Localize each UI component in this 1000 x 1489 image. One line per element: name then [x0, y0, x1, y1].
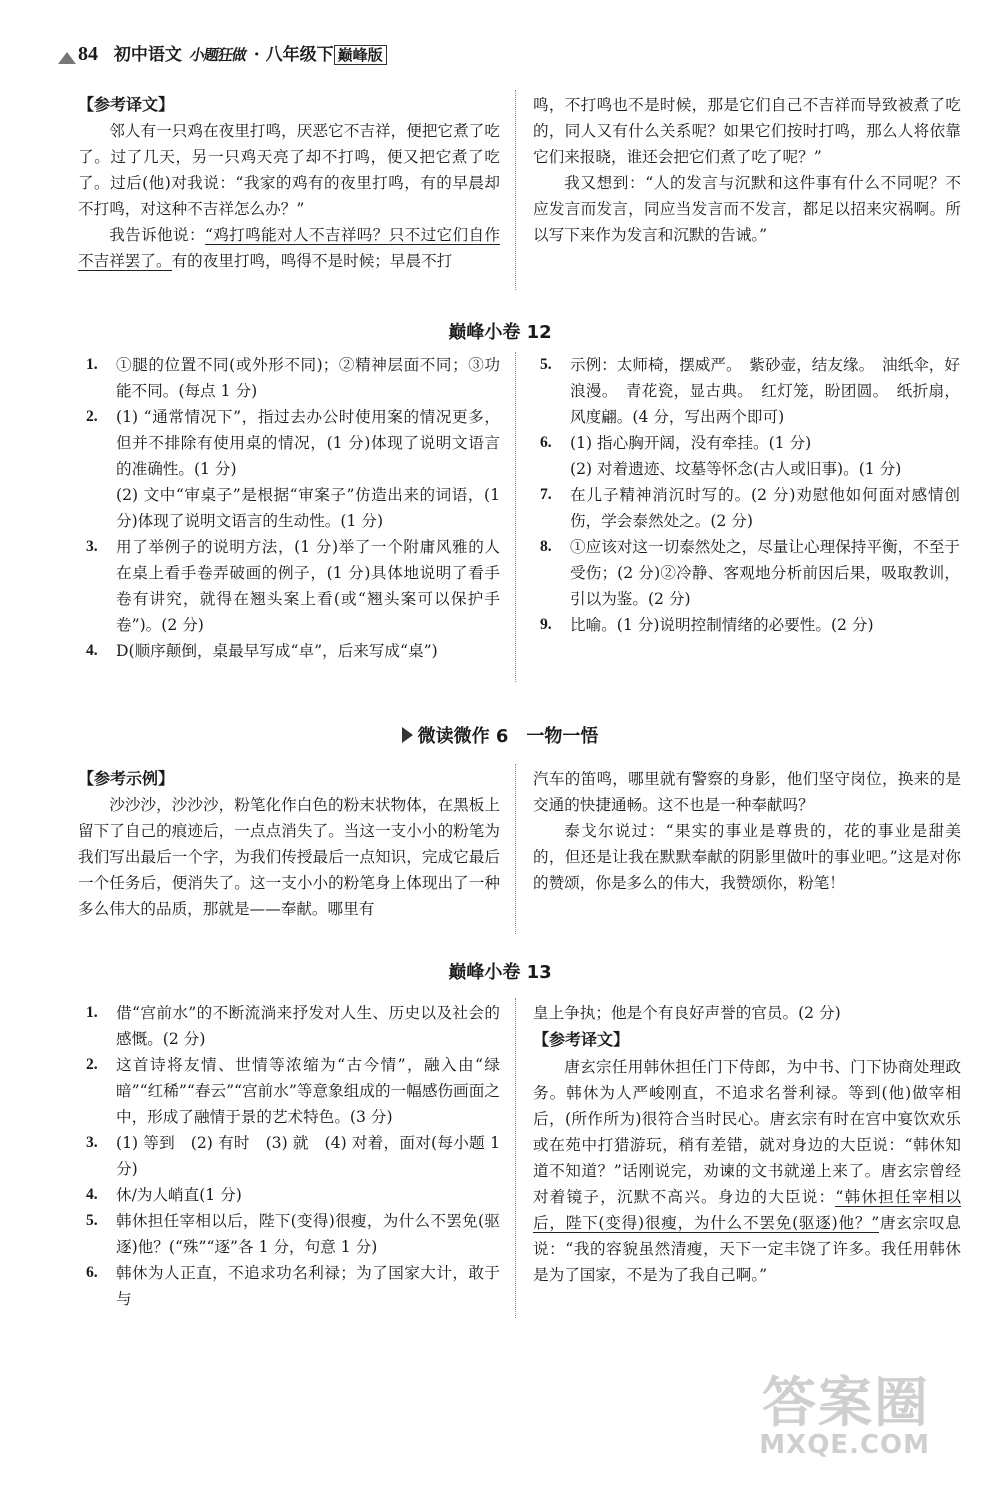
section2-right-column	[540, 352, 960, 638]
answer-item: 3. 用了举例子的说明方法，(1 分)举了一个附庸风雅的人在桌上看手卷弄破画的例子，(1 分)具体地说明了看手卷有讲究，就得在翘头案上看(或“翘头案可以保护手卷”)。(2 分)	[86, 538, 500, 634]
text-run: 有的夜里打鸣，鸣得不是时候；早晨不打	[171, 252, 453, 270]
text-run: 我告诉他说：	[109, 226, 205, 244]
answer-item: (2) 文中“审桌子”是根据“审案子”仿造出来的词语，(1 分)体现了说明文语言的生动性。(1 分)	[116, 486, 500, 530]
page-number: 84	[78, 43, 98, 65]
watermark	[759, 1371, 930, 1460]
paragraph: 我又想到：“人的发言与沉默和这件事有什么不同呢？不应发言而发言，同应当发言而不发言，都足以招来灾祸啊。所以写下来作为发言和沉默的告诫。”	[533, 174, 961, 244]
column-divider	[515, 352, 516, 682]
watermark-url: MXQE.COM	[759, 1430, 930, 1460]
section-title: 巅峰小卷 12	[448, 322, 552, 343]
answer-item: 3. (1) 等到 (2) 有时 (3) 就 (4) 对着，面对(每小题 1 分)	[86, 1134, 500, 1178]
book-title: 初中语文	[113, 45, 182, 65]
section-title: 巅峰小卷 13	[448, 962, 552, 983]
answer-item: 4. 休/为人峭直(1 分)	[86, 1186, 242, 1204]
paragraph: 鸣，不打鸣也不是时候，那是它们自己不吉祥而导致被煮了吃的，同人又有什么关系呢？如果它们按时打鸣，那么人将依靠它们来报晓，谁还会把它们煮了吃了呢？”	[533, 96, 961, 166]
section3-right-column	[533, 766, 961, 896]
column-divider	[515, 998, 516, 1318]
header-separator: ·	[253, 45, 260, 65]
column-divider	[515, 90, 516, 290]
section1-right-column	[533, 92, 961, 248]
section-title-text: 微读微作 6 一物一悟	[417, 726, 599, 747]
watermark-logo-text: 答案圈	[762, 1371, 930, 1434]
paragraph: 邻人有一只鸡在夜里打鸣，厌恶它不吉祥，便把它煮了吃了。过了几天，另一只鸡天亮了却不打鸣，便又把它煮了吃了。过后(他)对我说：“我家的鸡有的夜里打鸣，有的早晨却不打鸣，对这种不吉祥怎么办？”	[78, 122, 500, 218]
section4-right-column	[533, 1000, 961, 1288]
paragraph	[533, 1054, 961, 1288]
answer-item: 2. 这首诗将友情、世情等浓缩为“古今情”，融入由“绿暗”“红稀”“春云”“宫前水”等意象组成的一幅感伤画面之中，形成了融情于景的艺术特色。(3 分)	[86, 1056, 500, 1126]
section1-left-column	[78, 118, 500, 274]
column-divider	[515, 764, 516, 934]
paragraph: 皇上争执；他是个有良好声誉的官员。(2 分)	[533, 1004, 841, 1022]
paragraph: 汽车的笛鸣，哪里就有警察的身影，他们坚守岗位，换来的是交通的快捷通畅。这不也是一种奉献吗？	[533, 770, 961, 814]
answer-item: 9. 比喻。(1 分)说明控制情绪的必要性。(2 分)	[540, 616, 874, 634]
answer-item: 2. (1) “通常情况下”，指过去办公时使用案的情况更多，但并不排除有使用桌的情况，(1 分)体现了说明文语言的准确性。(1 分)	[86, 408, 500, 478]
answer-item: (2) 对着遗迹、坟墓等怀念(古人或旧事)。(1 分)	[570, 460, 902, 478]
answer-item: 6. 韩休为人正直，不追求功名利禄；为了国家大计，敢于与	[86, 1264, 500, 1308]
answer-item: 1. 借“宫前水”的不断流淌来抒发对人生、历史以及社会的感慨。(2 分)	[86, 1004, 500, 1048]
answer-item: 7. 在儿子精神消沉时写的。(2 分)劝慰他如何面对感情创伤，学会泰然处之。(2 分)	[540, 486, 960, 530]
brand-logo: 小题狂做	[188, 46, 248, 64]
grade-label: 八年级下	[265, 45, 334, 65]
text-run: 唐玄宗任用韩休担任门下侍郎，为中书、门下协商处理政务。韩休为人严峻刚直，不追求名誉利禄。等到(他)做宰相后，(所作所为)很符合当时民心。唐玄宗有时在宫中宴饮欢乐或在苑中打猎游玩，稍有差错，就对身边的大臣说：“韩休知道不知道？”话刚说完，劝谏的文书就递上来了。唐玄宗曾经对着镜子，沉默不高兴。身边的大臣说：	[533, 1058, 961, 1206]
answer-item: 5. 示例：太师椅，摆威严。 紫砂壶，结友缘。 油纸伞，好浪漫。 青花瓷，显古典。 红灯笼，盼团圆。 纸折扇，风度翩。(4 分，写出两个即可)	[540, 356, 960, 426]
reference-translation-tag-1: 【参考译文】	[78, 95, 175, 114]
answer-item: 6. (1) 指心胸开阔，没有牵挂。(1 分)	[540, 434, 812, 452]
play-triangle-icon	[402, 727, 413, 743]
header-triangle-icon	[58, 52, 76, 64]
answer-item: 8. ①应该对这一切泰然处之，尽量让心理保持平衡，不至于受伤；(2 分)②冷静、客观地分析前因后果，吸取教训，引以为鉴。(2 分)	[540, 538, 960, 608]
section2-left-column	[86, 352, 500, 664]
paragraph: 泰戈尔说过：“果实的事业是尊贵的，花的事业是甜美的，但还是让我在默默奉献的阴影里做叶的事业吧。”这是对你的赞颂，你是多么的伟大，我赞颂你，粉笔！	[533, 822, 961, 892]
reference-example-tag: 【参考示例】	[78, 769, 175, 788]
section4-left-column	[86, 1000, 500, 1312]
answer-item: 4. D(顺序颠倒，桌最早写成“卓”，后来写成“桌”)	[86, 642, 438, 660]
paragraph	[78, 222, 500, 274]
answer-item: 1. ①腿的位置不同(或外形不同)；②精神层面不同；③功能不同。(每点 1 分)	[86, 356, 500, 400]
paragraph: 沙沙沙，沙沙沙，粉笔化作白色的粉末状物体，在黑板上留下了自己的痕迹后，一点点消失了。当这一支小小的粉笔为我们写出最后一个字，为我们传授最后一点知识，完成它最后一个任务后，便消失了。这一支小小的粉笔身上体现出了一种多么伟大的品质，那就是——奉献。哪里有	[78, 796, 500, 918]
reference-translation-tag-2: 【参考译文】	[533, 1030, 630, 1049]
section-title	[0, 722, 1000, 748]
underlined-sentence: “鸡打鸣能对人不吉祥吗？只不过它们自作不吉祥罢了。	[78, 226, 500, 270]
edition-badge: 巅峰版	[334, 45, 387, 65]
text-run: 唐玄宗叹息说：“我的容貌虽然清瘦，天下一定丰饶了许多。我任用韩休是为了国家，不是为了我自己啊。”	[533, 1214, 961, 1284]
answer-item: 5. 韩休担任宰相以后，陛下(变得)很瘦，为什么不罢免(驱逐)他？(“殊”“逐”各 1 分，句意 1 分)	[86, 1212, 500, 1256]
running-header	[78, 40, 387, 66]
underlined-sentence: “韩休担任宰相以后，陛下(变得)很瘦，为什么不罢免(驱逐)他？”	[533, 1188, 961, 1232]
section3-left-column	[78, 792, 500, 922]
